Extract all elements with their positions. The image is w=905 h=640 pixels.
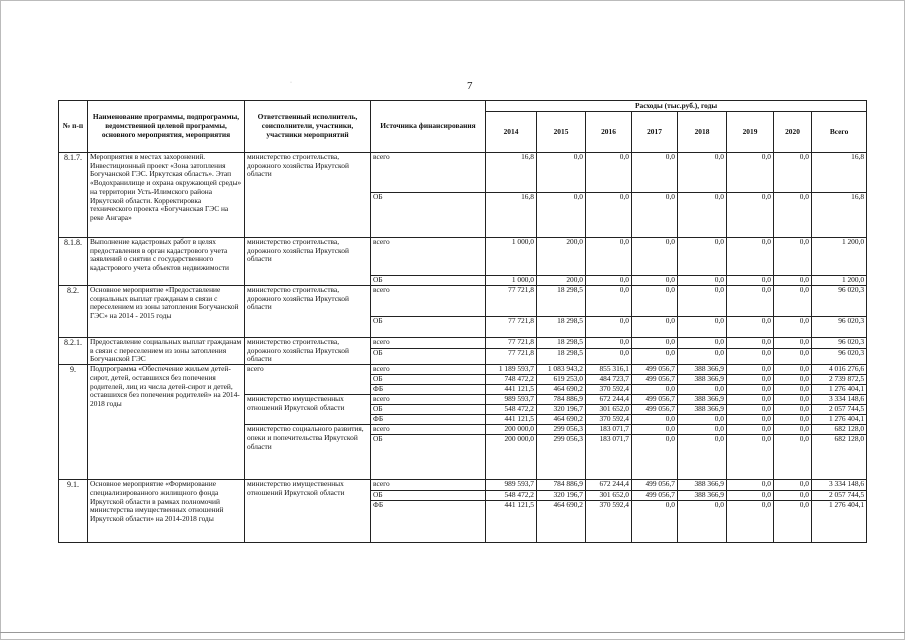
value-cell: 0,0 — [632, 276, 678, 286]
item-responsible: министерство строительства, дорожного хозяйства Иркутской области — [245, 153, 371, 238]
value-cell: 484 723,7 — [586, 375, 632, 385]
source-cell: ОБ — [371, 276, 486, 286]
value-cell: 0,0 — [727, 385, 774, 395]
value-cell: 18 298,5 — [537, 317, 586, 338]
value-cell: 183 071,7 — [586, 425, 632, 435]
value-cell: 301 652,0 — [586, 405, 632, 415]
value-cell: 200 000,0 — [486, 425, 537, 435]
value-cell: 784 886,9 — [537, 395, 586, 405]
source-cell: ОБ — [371, 375, 486, 385]
value-cell: 1 000,0 — [486, 238, 537, 276]
value-cell: 0,0 — [678, 501, 727, 543]
value-cell: 16,8 — [486, 193, 537, 238]
header-year: 2018 — [678, 112, 727, 153]
value-cell: 672 244,4 — [586, 395, 632, 405]
value-cell: 0,0 — [632, 501, 678, 543]
item-name: Предоставление социальных выплат гражданам в связи с переселением из зоны затопления Богучанской ГЭС — [88, 338, 245, 365]
value-cell: 0,0 — [537, 153, 586, 193]
item-name: Основное мероприятие «Формирование специализированного жилищного фонда Иркутской области в рамках полномочий министерства имущественных отношений Иркутской области» на 2014-2018 годы — [88, 480, 245, 543]
item-responsible: министерство строительства, дорожного хозяйства Иркутской области — [245, 286, 371, 338]
item-code: 8.2. — [59, 286, 88, 338]
value-cell: 0,0 — [727, 491, 774, 501]
value-cell: 0,0 — [632, 317, 678, 338]
table-body — [59, 153, 867, 543]
value-cell: 499 056,7 — [632, 375, 678, 385]
value-cell: 0,0 — [727, 317, 774, 338]
value-cell: 0,0 — [774, 415, 812, 425]
value-cell: 0,0 — [727, 193, 774, 238]
value-cell: 77 721,8 — [486, 286, 537, 317]
value-cell: 0,0 — [632, 348, 678, 364]
source-cell: ОБ — [371, 348, 486, 364]
value-cell: 77 721,8 — [486, 348, 537, 364]
value-cell: 0,0 — [727, 425, 774, 435]
value-cell: 1 083 943,2 — [537, 365, 586, 375]
header-name: Наименование программы, подпрограммы, ведомственной целевой программы, основного мероприятия, мероприятия — [88, 101, 245, 153]
value-cell: 0,0 — [774, 501, 812, 543]
value-cell: 0,0 — [727, 365, 774, 375]
value-cell: 0,0 — [678, 385, 727, 395]
table-row — [59, 365, 867, 375]
value-cell: 0,0 — [727, 435, 774, 480]
total-cell: 2 057 744,5 — [812, 405, 867, 415]
value-cell: 0,0 — [774, 317, 812, 338]
value-cell: 0,0 — [586, 338, 632, 349]
header-total: Всего — [812, 112, 867, 153]
item-responsible: министерство имущественных отношений Иркутской области — [245, 395, 371, 425]
value-cell: 370 592,4 — [586, 501, 632, 543]
value-cell: 388 366,9 — [678, 375, 727, 385]
value-cell: 200,0 — [537, 238, 586, 276]
value-cell: 388 366,9 — [678, 480, 727, 491]
scan-speck: · — [290, 80, 292, 86]
table-row — [59, 238, 867, 276]
value-cell: 672 244,4 — [586, 480, 632, 491]
source-cell: ФБ — [371, 385, 486, 395]
value-cell: 0,0 — [774, 365, 812, 375]
value-cell: 0,0 — [632, 338, 678, 349]
value-cell: 0,0 — [678, 286, 727, 317]
source-cell: ОБ — [371, 435, 486, 480]
value-cell: 370 592,4 — [586, 385, 632, 395]
value-cell: 0,0 — [632, 435, 678, 480]
value-cell: 0,0 — [727, 501, 774, 543]
value-cell: 388 366,9 — [678, 405, 727, 415]
total-cell: 1 200,0 — [812, 276, 867, 286]
header-source: Источника финансирования — [371, 101, 486, 153]
total-cell: 682 128,0 — [812, 425, 867, 435]
value-cell: 301 652,0 — [586, 491, 632, 501]
value-cell: 0,0 — [774, 375, 812, 385]
total-cell: 96 020,3 — [812, 338, 867, 349]
value-cell: 370 592,4 — [586, 415, 632, 425]
value-cell: 464 690,2 — [537, 385, 586, 395]
item-responsible: всего — [245, 365, 371, 395]
value-cell: 77 721,8 — [486, 338, 537, 349]
value-cell: 0,0 — [774, 385, 812, 395]
value-cell: 548 472,2 — [486, 491, 537, 501]
value-cell: 499 056,7 — [632, 491, 678, 501]
value-cell: 989 593,7 — [486, 480, 537, 491]
item-code: 9.1. — [59, 480, 88, 543]
value-cell: 0,0 — [678, 415, 727, 425]
value-cell: 499 056,7 — [632, 395, 678, 405]
value-cell: 18 298,5 — [537, 286, 586, 317]
total-cell: 2 057 744,5 — [812, 491, 867, 501]
value-cell: 0,0 — [632, 425, 678, 435]
table-row — [59, 480, 867, 491]
value-cell: 0,0 — [774, 153, 812, 193]
source-cell: ФБ — [371, 415, 486, 425]
value-cell: 388 366,9 — [678, 491, 727, 501]
source-cell: всего — [371, 286, 486, 317]
value-cell: 0,0 — [774, 276, 812, 286]
scan-bottom-edge — [0, 632, 905, 633]
value-cell: 0,0 — [678, 435, 727, 480]
table-row — [59, 286, 867, 317]
value-cell: 0,0 — [678, 276, 727, 286]
value-cell: 0,0 — [727, 415, 774, 425]
value-cell: 441 121,5 — [486, 385, 537, 395]
header-year: 2015 — [537, 112, 586, 153]
source-cell: ОБ — [371, 193, 486, 238]
total-cell: 16,8 — [812, 153, 867, 193]
finance-table — [58, 100, 867, 543]
value-cell: 0,0 — [586, 286, 632, 317]
total-cell: 4 016 276,6 — [812, 365, 867, 375]
value-cell: 0,0 — [586, 276, 632, 286]
value-cell: 0,0 — [727, 276, 774, 286]
total-cell: 96 020,3 — [812, 348, 867, 364]
value-cell: 0,0 — [632, 286, 678, 317]
value-cell: 464 690,2 — [537, 501, 586, 543]
value-cell: 0,0 — [727, 153, 774, 193]
total-cell: 96 020,3 — [812, 286, 867, 317]
value-cell: 200 000,0 — [486, 435, 537, 480]
item-responsible: министерство строительства, дорожного хозяйства Иркутской области — [245, 338, 371, 365]
value-cell: 0,0 — [632, 193, 678, 238]
value-cell: 784 886,9 — [537, 480, 586, 491]
item-name: Выполнение кадастровых работ в целях предоставления в орган кадастрового учета заявлений о снятии с государственного кадастрового учета объектов недвижимости — [88, 238, 245, 286]
header-year: 2020 — [774, 112, 812, 153]
value-cell: 464 690,2 — [537, 415, 586, 425]
value-cell: 0,0 — [586, 153, 632, 193]
source-cell: всего — [371, 365, 486, 375]
value-cell: 0,0 — [774, 491, 812, 501]
value-cell: 18 298,5 — [537, 338, 586, 349]
source-cell: всего — [371, 338, 486, 349]
value-cell: 0,0 — [678, 425, 727, 435]
header-num: № п-п — [59, 101, 88, 153]
value-cell: 0,0 — [774, 286, 812, 317]
header-row-1 — [59, 101, 867, 112]
value-cell: 748 472,2 — [486, 375, 537, 385]
source-cell: ОБ — [371, 491, 486, 501]
value-cell: 0,0 — [774, 395, 812, 405]
value-cell: 183 071,7 — [586, 435, 632, 480]
total-cell: 1 276 404,1 — [812, 415, 867, 425]
value-cell: 77 721,8 — [486, 317, 537, 338]
value-cell: 619 253,0 — [537, 375, 586, 385]
value-cell: 0,0 — [678, 317, 727, 338]
source-cell: всего — [371, 153, 486, 193]
value-cell: 0,0 — [586, 238, 632, 276]
header-year: 2014 — [486, 112, 537, 153]
item-name: Подпрограмма «Обеспечение жильем детей-сирот, детей, оставшихся без попечения родителей, лиц из числа детей-сирот и детей, оставшихся без попечения родителей» на 2014-2018 годы — [88, 365, 245, 480]
value-cell: 0,0 — [586, 317, 632, 338]
value-cell: 0,0 — [774, 338, 812, 349]
source-cell: всего — [371, 480, 486, 491]
value-cell: 0,0 — [774, 435, 812, 480]
value-cell: 0,0 — [727, 348, 774, 364]
value-cell: 200,0 — [537, 276, 586, 286]
value-cell: 0,0 — [727, 286, 774, 317]
value-cell: 548 472,2 — [486, 405, 537, 415]
value-cell: 299 056,3 — [537, 435, 586, 480]
value-cell: 0,0 — [774, 405, 812, 415]
table-row — [59, 153, 867, 193]
value-cell: 0,0 — [678, 153, 727, 193]
value-cell: 0,0 — [774, 193, 812, 238]
item-responsible: министерство имущественных отношений Иркутской области — [245, 480, 371, 543]
item-responsible: министерство социального развития, опеки и попечительства Иркутской области — [245, 425, 371, 480]
source-cell: ОБ — [371, 317, 486, 338]
value-cell: 320 196,7 — [537, 491, 586, 501]
total-cell: 96 020,3 — [812, 317, 867, 338]
value-cell: 0,0 — [727, 338, 774, 349]
value-cell: 0,0 — [632, 153, 678, 193]
value-cell: 0,0 — [586, 193, 632, 238]
header-year: 2019 — [727, 112, 774, 153]
value-cell: 0,0 — [774, 238, 812, 276]
value-cell: 1 000,0 — [486, 276, 537, 286]
value-cell: 0,0 — [727, 405, 774, 415]
item-code: 8.1.7. — [59, 153, 88, 238]
value-cell: 320 196,7 — [537, 405, 586, 415]
value-cell: 18 298,5 — [537, 348, 586, 364]
value-cell: 0,0 — [727, 375, 774, 385]
value-cell: 388 366,9 — [678, 395, 727, 405]
page-number: 7 — [467, 80, 473, 92]
value-cell: 388 366,9 — [678, 365, 727, 375]
value-cell: 299 056,3 — [537, 425, 586, 435]
source-cell: ОБ — [371, 405, 486, 415]
total-cell: 682 128,0 — [812, 435, 867, 480]
value-cell: 0,0 — [678, 338, 727, 349]
item-code: 9. — [59, 365, 88, 480]
total-cell: 1 276 404,1 — [812, 501, 867, 543]
value-cell: 0,0 — [678, 238, 727, 276]
value-cell: 0,0 — [632, 238, 678, 276]
header-year: 2017 — [632, 112, 678, 153]
value-cell: 441 121,5 — [486, 415, 537, 425]
value-cell: 0,0 — [632, 415, 678, 425]
header-expenses: Расходы (тыс.руб.), годы — [486, 101, 867, 112]
total-cell: 16,8 — [812, 193, 867, 238]
value-cell: 0,0 — [586, 348, 632, 364]
item-name: Мероприятия в местах захоронений. Инвестиционный проект «Зона затопления Богучанской ГЭС. Иркутская область». Этап «Водохранилище и охрана окружающей среды» на территории Усть-Илимского района Иркутской области. Корректировка технического проекта «Богучанская ГЭС на реке Ангара» — [88, 153, 245, 238]
value-cell: 855 316,1 — [586, 365, 632, 375]
value-cell: 499 056,7 — [632, 365, 678, 375]
value-cell: 1 189 593,7 — [486, 365, 537, 375]
value-cell: 0,0 — [774, 425, 812, 435]
value-cell: 0,0 — [727, 480, 774, 491]
value-cell: 0,0 — [727, 395, 774, 405]
total-cell: 1 276 404,1 — [812, 385, 867, 395]
value-cell: 0,0 — [678, 348, 727, 364]
value-cell: 16,8 — [486, 153, 537, 193]
total-cell: 1 200,0 — [812, 238, 867, 276]
value-cell: 0,0 — [537, 193, 586, 238]
value-cell: 0,0 — [632, 385, 678, 395]
table-row — [59, 338, 867, 349]
value-cell: 0,0 — [774, 480, 812, 491]
header-resp: Ответственный исполнитель, соисполнители, участники, участники мероприятий — [245, 101, 371, 153]
value-cell: 989 593,7 — [486, 395, 537, 405]
value-cell: 499 056,7 — [632, 405, 678, 415]
item-name: Основное мероприятие «Предоставление социальных выплат гражданам в связи с переселением из зоны затопления Богучанской ГЭС» на 2014 - 2015 годы — [88, 286, 245, 338]
item-responsible: министерство строительства, дорожного хозяйства Иркутской области — [245, 238, 371, 286]
total-cell: 3 334 148,6 — [812, 395, 867, 405]
value-cell: 441 121,5 — [486, 501, 537, 543]
item-code: 8.1.8. — [59, 238, 88, 286]
value-cell: 0,0 — [727, 238, 774, 276]
source-cell: ФБ — [371, 501, 486, 543]
source-cell: всего — [371, 425, 486, 435]
item-code: 8.2.1. — [59, 338, 88, 365]
value-cell: 0,0 — [678, 193, 727, 238]
total-cell: 3 334 148,6 — [812, 480, 867, 491]
value-cell: 499 056,7 — [632, 480, 678, 491]
source-cell: всего — [371, 395, 486, 405]
header-year: 2016 — [586, 112, 632, 153]
value-cell: 0,0 — [774, 348, 812, 364]
total-cell: 2 739 872,5 — [812, 375, 867, 385]
source-cell: всего — [371, 238, 486, 276]
